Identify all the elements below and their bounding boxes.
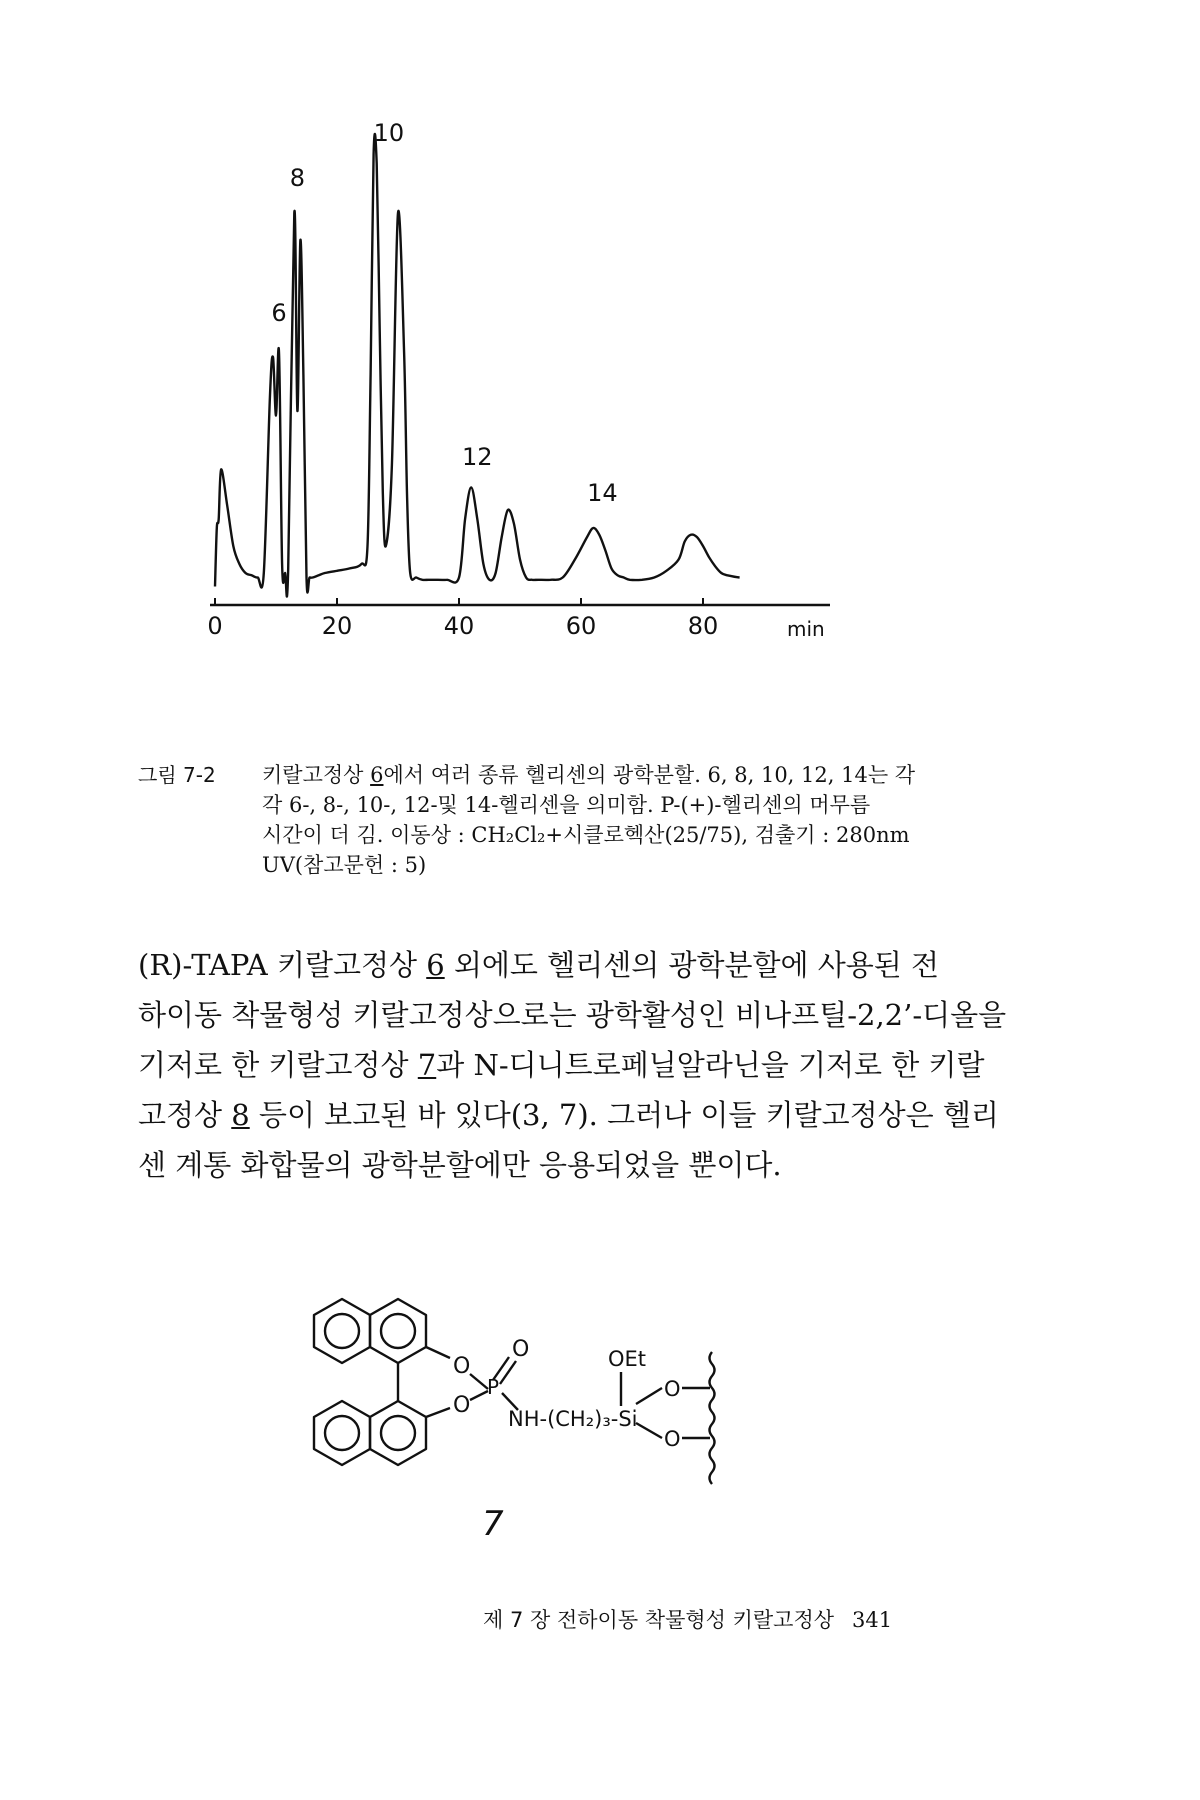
body-line-2-before: 하이동 착물형성 키랄고정상으로는 광학활성인 비나프틸-2,2’-디올을 bbox=[138, 998, 1007, 1032]
x-tick-label-80: 80 bbox=[687, 612, 719, 640]
atom-o-ring1: O bbox=[453, 1354, 471, 1379]
figure-caption bbox=[138, 760, 1038, 880]
caption-line-3-before: 시간이 더 김. 이동상 : CH₂Cl₂+시클로헥산(25/75), 검출기 : 280nm bbox=[262, 823, 910, 847]
caption-line-1-underlined: 6 bbox=[370, 763, 384, 787]
page-number: 341 bbox=[852, 1608, 893, 1632]
body-line-4 bbox=[138, 1090, 1018, 1140]
caption-line-4-before: UV(참고문헌 : 5) bbox=[262, 853, 427, 877]
atom-o-double: O bbox=[512, 1337, 530, 1362]
body-line-5-before: 센 계통 화합물의 광학분할에만 응용되었을 뿐이다. bbox=[138, 1148, 782, 1182]
body-line-4-before: 고정상 bbox=[138, 1098, 232, 1132]
upper-ring-left-aromatic bbox=[325, 1314, 359, 1348]
chromatogram-chart bbox=[207, 119, 955, 740]
running-footer bbox=[483, 1604, 1003, 1634]
body-line-3 bbox=[138, 1040, 1018, 1090]
caption-line-1 bbox=[262, 760, 1038, 790]
peak-label-14: 14 bbox=[587, 479, 618, 507]
caption-text bbox=[262, 760, 1038, 880]
body-line-4-underlined: 8 bbox=[231, 1098, 250, 1132]
x-tick-label-0: 0 bbox=[207, 612, 223, 640]
atom-p: P bbox=[487, 1375, 500, 1399]
caption-line-2 bbox=[262, 790, 1038, 820]
compound-number: 7 bbox=[482, 1504, 504, 1544]
body-line-1-before: (R)-TAPA 키랄고정상 bbox=[138, 948, 427, 982]
peak-label-8: 8 bbox=[289, 164, 305, 192]
lower-ring-right-aromatic bbox=[381, 1416, 415, 1450]
x-tick-label-20: 20 bbox=[321, 612, 353, 640]
caption-line-1-after: 에서 여러 종류 헬리센의 광학분할. 6, 8, 10, 12, 14는 각 bbox=[383, 763, 916, 787]
chain-label: NH-(CH₂)₃-Si bbox=[508, 1407, 638, 1431]
peak-label-6: 6 bbox=[271, 299, 287, 327]
body-line-1-after: 외에도 헬리센의 광학분할에 사용된 전 bbox=[444, 948, 940, 982]
upper-naphthalene-ring-left bbox=[314, 1299, 370, 1363]
chromatogram-trace-0 bbox=[215, 134, 740, 597]
atom-o-si-lower: O bbox=[664, 1427, 681, 1451]
lower-ring-left-aromatic bbox=[325, 1416, 359, 1450]
lower-naphthalene-ring-left bbox=[314, 1401, 370, 1465]
body-line-3-underlined: 7 bbox=[417, 1048, 437, 1082]
caption-line-1-before: 키랄고정상 bbox=[262, 763, 371, 787]
bond-ring-o1 bbox=[426, 1347, 450, 1358]
caption-label: 그림 7-2 bbox=[138, 763, 216, 787]
footer-chapter: 제 7 장 전하이동 착물형성 키랄고정상 bbox=[483, 1608, 835, 1632]
caption-line-2-before: 각 6-, 8-, 10-, 12-및 14-헬리센을 의미함. P-(+)-헬리센의 머무름 bbox=[262, 793, 871, 817]
body-line-3-after: 과 N-디니트로페닐알라닌을 기저로 한 키랄 bbox=[436, 1048, 985, 1082]
ethoxy-label: OEt bbox=[608, 1347, 647, 1371]
bond-o2-p bbox=[470, 1391, 488, 1400]
caption-line-3 bbox=[262, 820, 1038, 850]
bond-si-o-lower bbox=[636, 1423, 662, 1438]
peak-label-12: 12 bbox=[462, 443, 493, 471]
caption-line-4 bbox=[262, 850, 1038, 880]
upper-naphthalene-ring-right bbox=[370, 1299, 426, 1363]
bond-ring-o2 bbox=[426, 1408, 450, 1417]
body-paragraph bbox=[138, 940, 1018, 1190]
peak-label-10: 10 bbox=[373, 119, 405, 147]
atom-o-si-upper: O bbox=[664, 1377, 681, 1401]
bond-o1-p bbox=[470, 1374, 488, 1389]
chemical-structure-7 bbox=[290, 1240, 890, 1570]
body-line-4-after: 등이 보고된 바 있다(3, 7). 그러나 이들 키랄고정상은 헬리 bbox=[249, 1098, 999, 1132]
body-line-1-underlined: 6 bbox=[426, 948, 445, 982]
bond-si-o-upper bbox=[636, 1388, 662, 1404]
silica-surface bbox=[710, 1352, 715, 1484]
atom-o-ring2: O bbox=[453, 1393, 471, 1418]
x-tick-label-40: 40 bbox=[443, 612, 475, 640]
upper-ring-right-aromatic bbox=[381, 1314, 415, 1348]
body-line-2 bbox=[138, 990, 1018, 1040]
body-line-3-before: 기저로 한 키랄고정상 bbox=[138, 1048, 418, 1082]
x-axis-label: min bbox=[787, 617, 825, 641]
x-tick-label-60: 60 bbox=[565, 612, 597, 640]
lower-naphthalene-ring-right bbox=[370, 1401, 426, 1465]
body-line-1 bbox=[138, 940, 1018, 990]
body-line-5 bbox=[138, 1140, 1018, 1190]
